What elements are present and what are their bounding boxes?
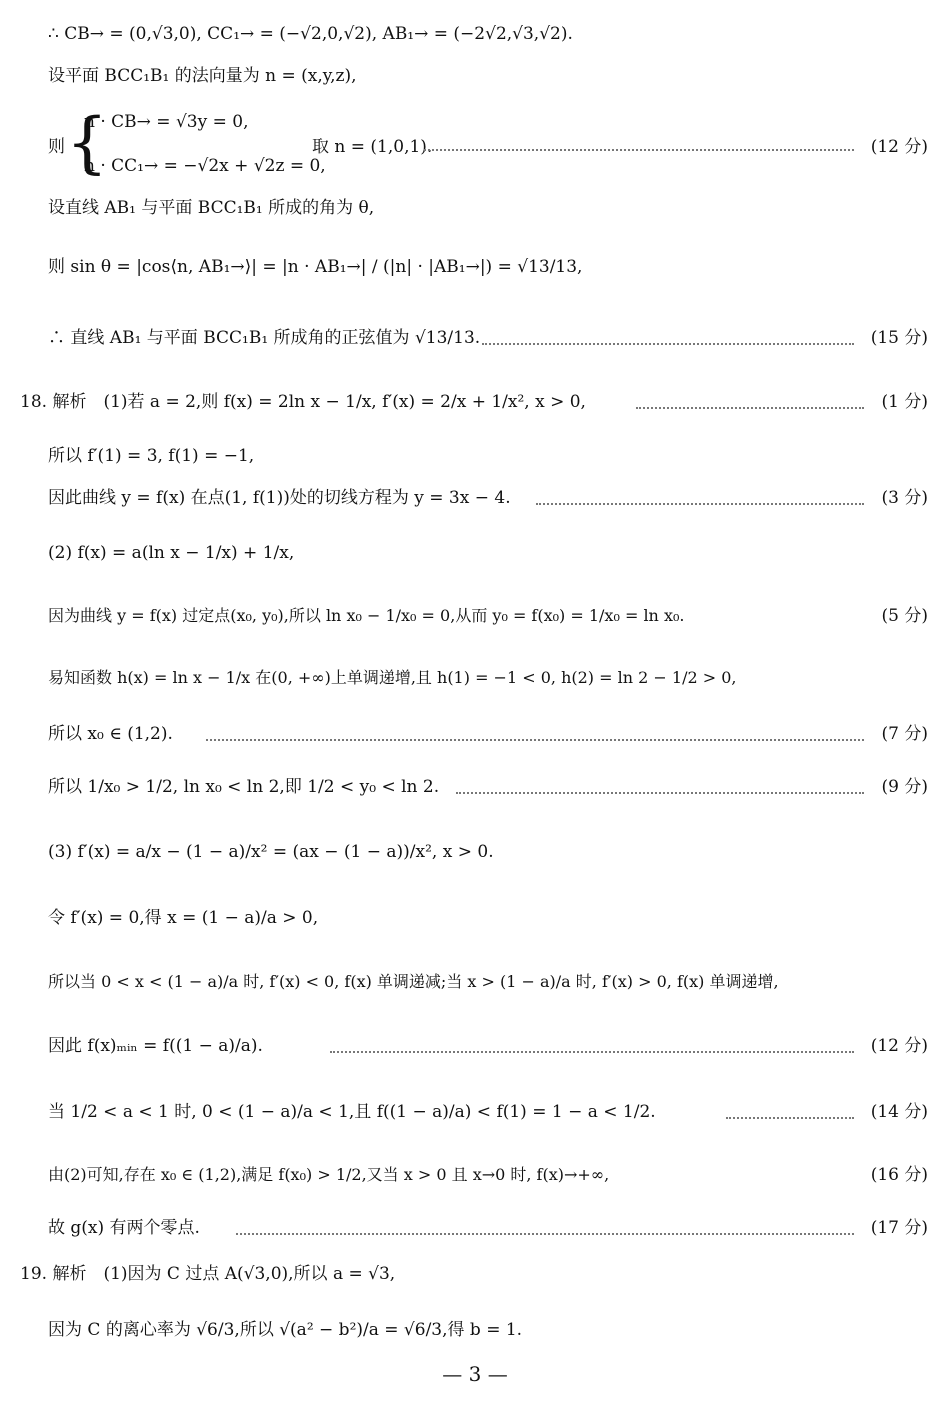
system-equation-1: n · CB→ = √3y = 0, — [84, 112, 249, 132]
dot-leader — [206, 739, 864, 741]
minimum-value: 因此 f(x)ₘᵢₙ = f((1 − a)/a). — [48, 1036, 263, 1056]
normal-vector-choice: 取 n = (1,0,1). — [312, 137, 433, 157]
derivative-values: 所以 f′(1) = 3, f(1) = −1, — [48, 446, 255, 466]
fixed-point-derivation: 因为曲线 y = f(x) 过定点(x₀, y₀),所以 ln x₀ − 1/x₀ = 0,从而 y₀ = f(x₀) = 1/x₀ = ln x₀. — [48, 606, 685, 625]
score-marker: (15 分) — [870, 328, 928, 348]
x0-interval: 所以 x₀ ∈ (1,2). — [48, 724, 173, 744]
tangent-line: 因此曲线 y = f(x) 在点(1, f(1))处的切线方程为 y = 3x − 4. — [48, 488, 511, 508]
score-marker: (7 分) — [881, 724, 928, 744]
score-marker: (16 分) — [870, 1165, 928, 1185]
score-marker: (3 分) — [881, 488, 928, 508]
minimum-bound: 当 1/2 < a < 1 时, 0 < (1 − a)/a < 1,且 f((1 − a)/a) < f(1) = 1 − a < 1/2. — [48, 1102, 656, 1122]
score-marker: (5 分) — [881, 606, 928, 626]
score-marker: (17 分) — [870, 1218, 928, 1238]
vector-coordinates: ∴ CB→ = (0,√3,0), CC₁→ = (−√2,0,√2), AB₁→ = (−2√2,√3,√2). — [48, 24, 573, 44]
q19-heading-line: 19. 解析 (1)因为 C 过点 A(√3,0),所以 a = √3, — [20, 1264, 396, 1284]
y0-bound: 所以 1/x₀ > 1/2, ln x₀ < ln 2,即 1/2 < y₀ < ln 2. — [48, 777, 440, 797]
score-marker: (9 分) — [881, 777, 928, 797]
sine-result: ∴ 直线 AB₁ 与平面 BCC₁B₁ 所成角的正弦值为 √13/13. — [48, 328, 481, 348]
score-marker: (12 分) — [870, 137, 928, 157]
brace-symbol: { — [66, 104, 108, 181]
score-marker: (14 分) — [870, 1102, 928, 1122]
part2-function-form: (2) f(x) = a(ln x − 1/x) + 1/x, — [48, 543, 295, 563]
eccentricity-derivation: 因为 C 的离心率为 √6/3,所以 √(a² − b²)/a = √6/3,得 b = 1. — [48, 1320, 523, 1340]
dot-leader — [236, 1233, 854, 1235]
angle-setup: 设直线 AB₁ 与平面 BCC₁B₁ 所成的角为 θ, — [48, 198, 375, 218]
score-marker: (12 分) — [870, 1036, 928, 1056]
sine-computation: 则 sin θ = |cos⟨n, AB₁→⟩| = |n · AB₁→| / (|n| · |AB₁→|) = √13/13, — [48, 257, 583, 277]
monotonic-function: 易知函数 h(x) = ln x − 1/x 在(0, +∞)上单调递增,且 h(1) = −1 < 0, h(2) = ln 2 − 1/2 > 0, — [48, 668, 737, 687]
system-prefix: 则 — [48, 137, 65, 157]
part3-derivative: (3) f′(x) = a/x − (1 − a)/x² = (ax − (1 − a))/x², x > 0. — [48, 842, 494, 862]
page-number: — 3 — — [442, 1362, 508, 1386]
normal-vector-setup: 设平面 BCC₁B₁ 的法向量为 n = (x,y,z), — [48, 66, 357, 86]
monotonic-intervals: 所以当 0 < x < (1 − a)/a 时, f′(x) < 0, f(x) 单调递减;当 x > (1 − a)/a 时, f′(x) > 0, f(x) 单调递增, — [48, 972, 779, 991]
system-equation-2: n · CC₁→ = −√2x + √2z = 0, — [84, 156, 326, 176]
dot-leader — [330, 1051, 854, 1053]
dot-leader — [636, 407, 864, 409]
equation-system — [0, 104, 950, 184]
critical-point: 令 f′(x) = 0,得 x = (1 − a)/a > 0, — [48, 908, 319, 928]
dot-leader — [424, 149, 854, 151]
dot-leader — [482, 343, 854, 345]
conclusion: 故 g(x) 有两个零点. — [48, 1218, 200, 1238]
q18-heading-line: 18. 解析 (1)若 a = 2,则 f(x) = 2ln x − 1/x, f′(x) = 2/x + 1/x², x > 0, — [20, 392, 586, 412]
dot-leader — [536, 503, 864, 505]
limit-argument: 由(2)可知,存在 x₀ ∈ (1,2),满足 f(x₀) > 1/2,又当 x > 0 且 x→0 时, f(x)→+∞, — [48, 1165, 610, 1184]
dot-leader — [726, 1117, 854, 1119]
score-marker: (1 分) — [881, 392, 928, 412]
dot-leader — [456, 792, 864, 794]
